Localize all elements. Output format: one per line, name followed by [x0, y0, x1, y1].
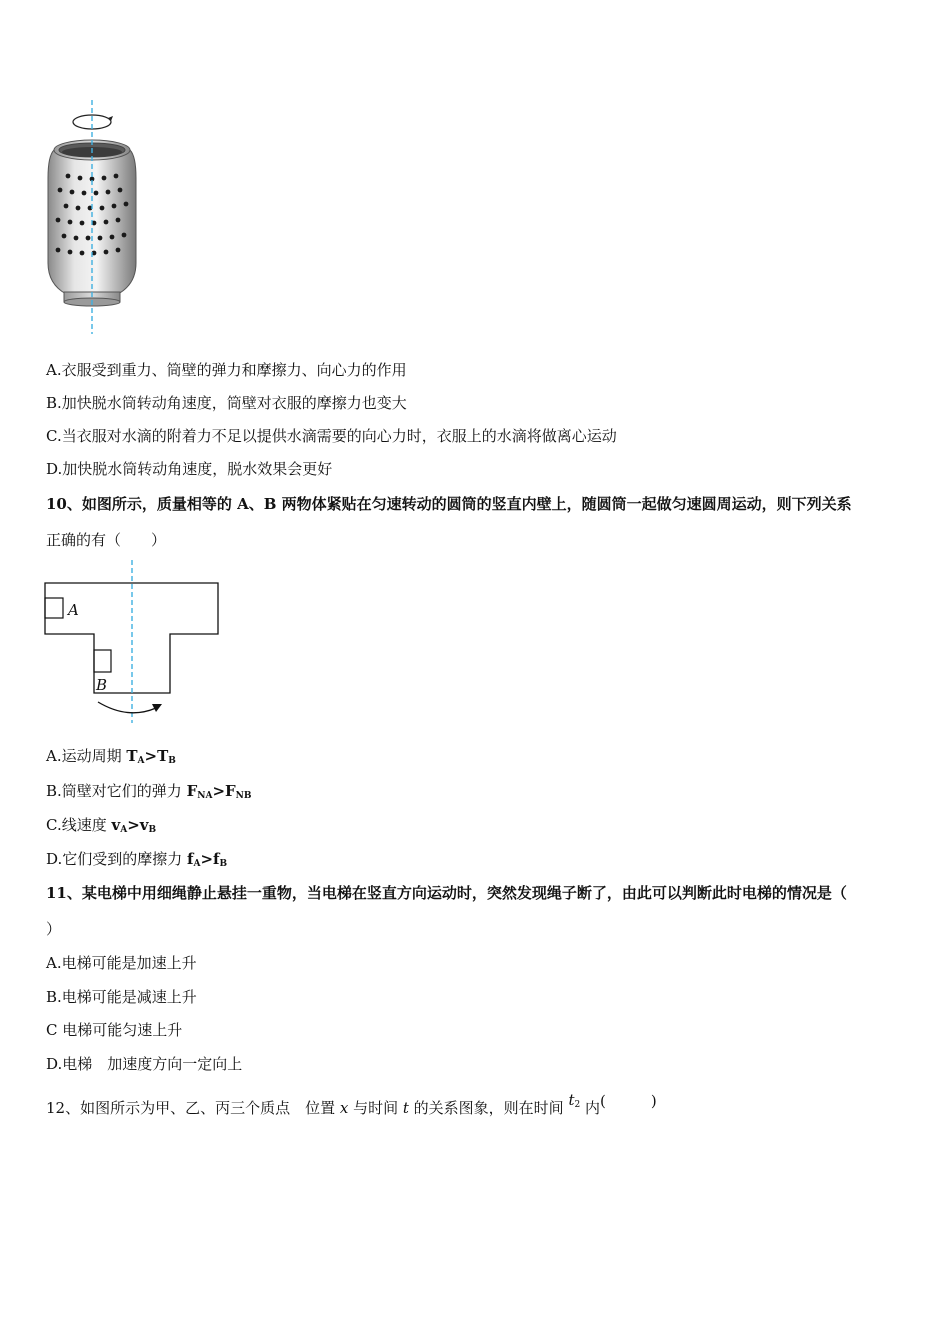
q12-stem: 12、如图所示为甲、乙、丙三个质点 位置 x 与时间 t 的关系图象，则在时间 $t_2$ 内( ): [46, 1091, 657, 1117]
q9-option-a: A.衣服受到重力、筒壁的弹力和摩擦力、向心力的作用: [46, 361, 407, 379]
q11-stem-line1: 11、某电梯中用细绳静止悬挂一重物，当电梯在竖直方向运动时，突然发现绳子断了，由此可以判断此时电梯的情况是（: [46, 884, 847, 902]
block-a: [45, 598, 63, 618]
q11-option-c: C 电梯可能匀速上升: [46, 1021, 183, 1039]
q11-option-a: A.电梯可能是加速上升: [46, 954, 197, 972]
q11-option-b: B.电梯可能是减速上升: [46, 988, 197, 1006]
q10-stem-line2: 正确的有（ ）: [46, 531, 167, 549]
block-b-label: B: [96, 676, 108, 694]
q10-option-b: B.筒壁对它们的弹力 $F_{NA}>F_{NB}$: [46, 782, 252, 801]
q11-stem-line2: ）: [46, 920, 62, 938]
block-a-label: A: [68, 601, 79, 619]
q10-option-c: C.线速度 $v_A>v_B$: [46, 816, 157, 835]
q9-option-c: C.当衣服对水滴的附着力不足以提供水滴需要的向心力时，衣服上的水滴将做离心运动: [46, 427, 617, 445]
rotating-cylinder-figure: [40, 558, 230, 728]
q9-option-d: D.加快脱水筒转动角速度，脱水效果会更好: [46, 460, 333, 478]
rotation-arrow-icon: [98, 702, 156, 713]
block-b: [94, 650, 111, 672]
q10-option-d: D.它们受到的摩擦力 $f_A>f_B$: [46, 850, 228, 869]
q10-stem-line1: 10、如图所示，质量相等的 A、B 两物体紧贴在匀速转动的圆筒的竖直内壁上，随圆筒一起做匀速圆周运动，则下列关系: [46, 495, 852, 513]
q11-option-d: D.电梯 加速度方向一定向上: [46, 1055, 243, 1073]
q10-option-a: A.运动周期 $T_A>T_B$: [46, 747, 176, 766]
q9-option-b: B.加快脱水筒转动角速度，筒壁对衣服的摩擦力也变大: [46, 394, 407, 412]
spin-dryer-drum-figure: [40, 98, 150, 338]
